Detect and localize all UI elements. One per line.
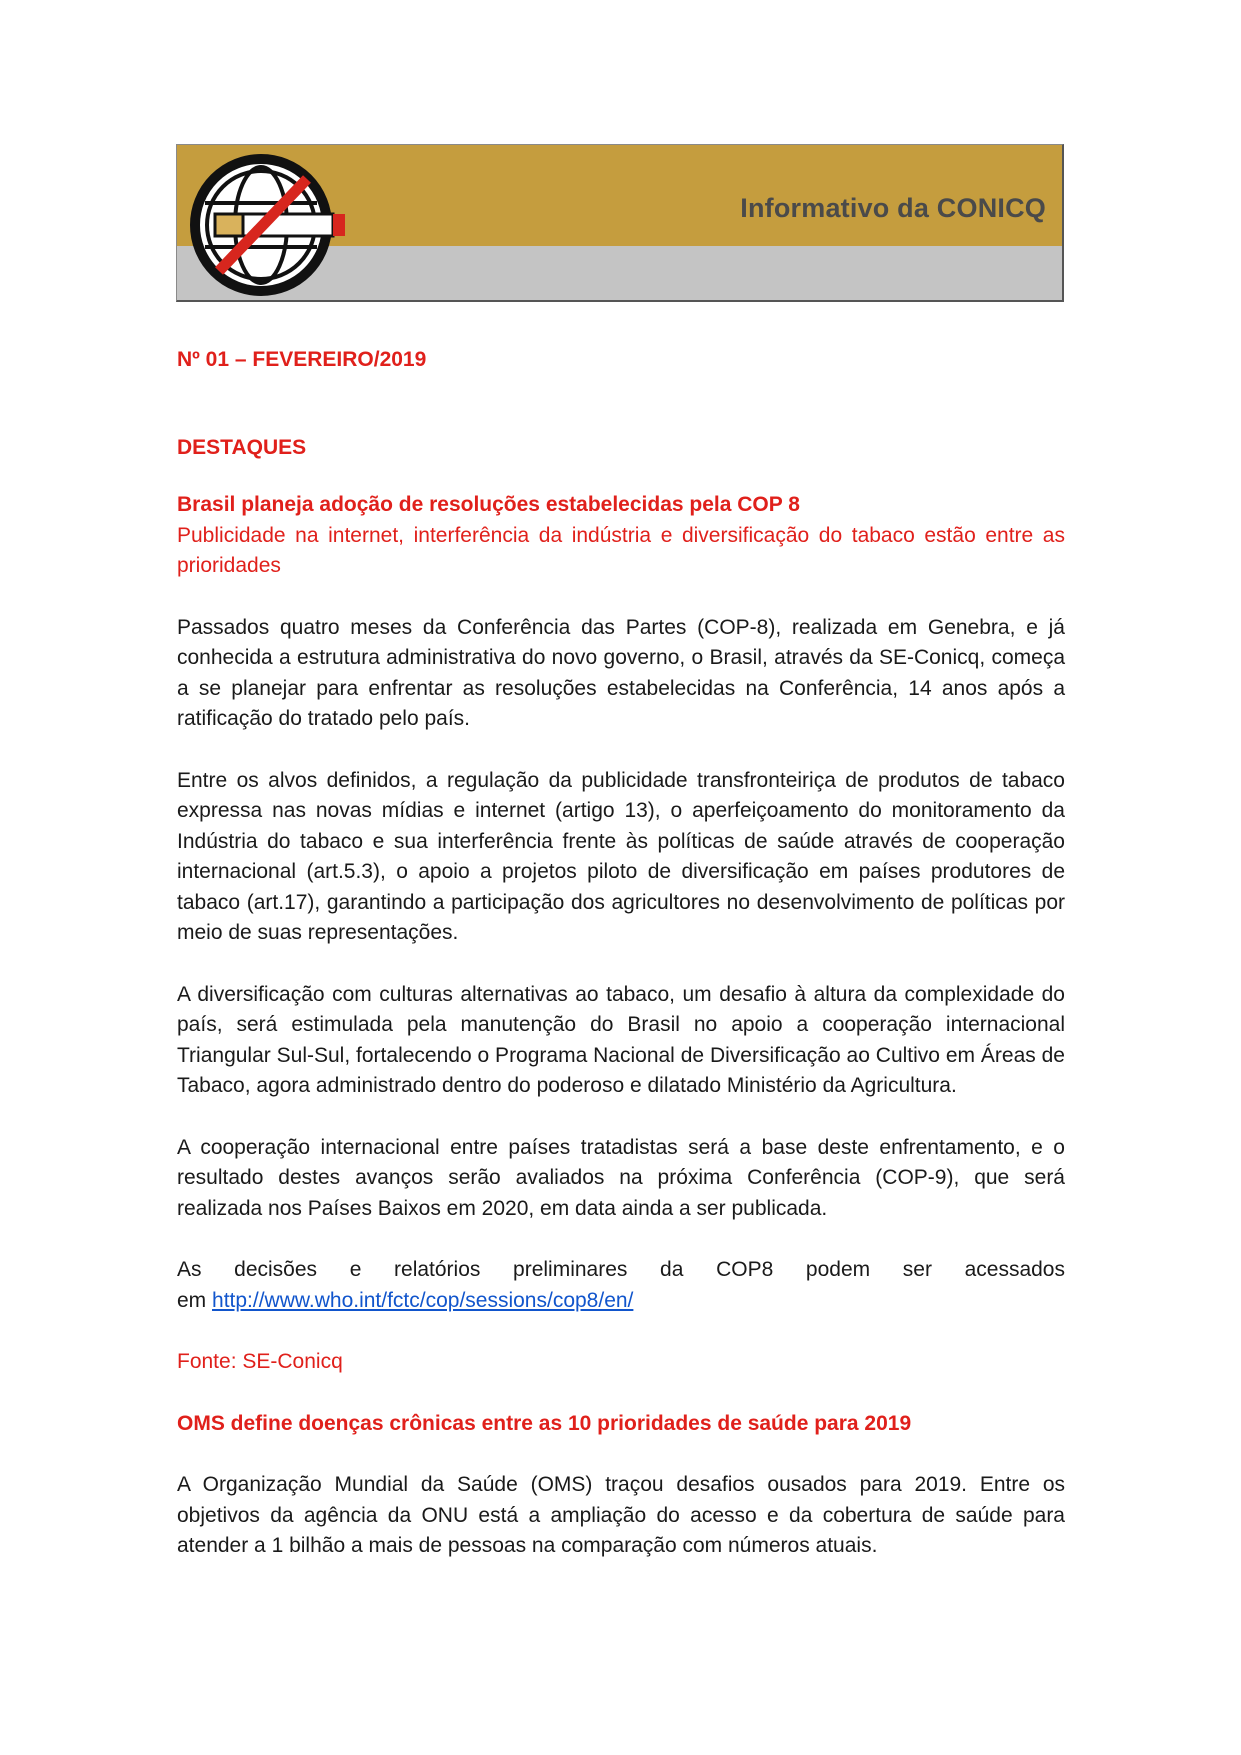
cop8-link[interactable]: http://www.who.int/fctc/cop/sessions/cop8/en/ [212,1288,634,1312]
article1-paragraph-1: Passados quatro meses da Conferência das Partes (COP-8), realizada em Genebra, e já conhecida a estrutura administrativa do novo governo, o Brasil, através da SE-Conicq, começa a se planejar para enfrentar as resoluções estabelecidas na Conferência, 14 anos após a ratificação do tratado pelo país. [177,615,1065,730]
section-title: DESTAQUES [177,435,307,459]
article2-title: OMS define doenças crônicas entre as 10 prioridades de saúde para 2019 [177,1411,912,1435]
header-banner [176,144,1064,302]
article1-access-link-line [177,1286,1065,1317]
issue-number: Nº 01 – FEVEREIRO/2019 [177,348,427,371]
no-smoking-globe-icon [183,151,351,297]
article2-paragraph: A Organização Mundial da Saúde (OMS) traçou desafios ousados para 2019. Entre os objetivos da agência da ONU está a ampliação do acesso e da cobertura de saúde para atender a 1 bilhão a mais de pessoas na comparação com números atuais. [177,1473,1065,1557]
article1-paragraph-3: A diversificação com culturas alternativas ao tabaco, um desafio à altura da complexidade do país, será estimulada pela manutenção do Brasil no apoio a cooperação internacional Triangular Sul-Sul, fortalecendo o Programa Nacional de Diversificação ao Cultivo em Áreas de Tabaco, agora administrado dentro do poderoso e dilatado Ministério da Agricultura. [177,982,1065,1097]
article1-access-line: As decisões e relatórios preliminares da COP8 podem ser acessados [177,1258,1065,1281]
article1-paragraph-2: Entre os alvos definidos, a regulação da publicidade transfronteiriça de produtos de tabaco expressa nas novas mídias e internet (artigo 13), o aperfeiçoamento do monitoramento da Indústria do tabaco e sua interferência frente às políticas de saúde através de cooperação internacional (art.5.3), o apoio a projetos piloto de diversificação em países produtores de tabaco (art.17), garantindo a participação dos agricultores no desenvolvimento de políticas por meio de suas representações. [177,768,1065,944]
article1-subtitle: Publicidade na internet, interferência da indústria e diversificação do tabaco estão entre as prioridades [177,523,1065,577]
article1-title: Brasil planeja adoção de resoluções estabelecidas pela COP 8 [177,493,800,516]
article1-paragraph-4: A cooperação internacional entre países tratadistas será a base deste enfrentamento, e o resultado destes avanços serão avaliados na próxima Conferência (COP-9), que será realizada nos Países Baixos em 2020, em data ainda a ser publicada. [177,1135,1065,1220]
access-link-prefix: em [177,1288,213,1312]
banner-title: Informativo da CONICQ [740,193,1046,223]
article1-source: Fonte: SE-Conicq [177,1350,343,1373]
newsletter-body [177,345,1065,1562]
